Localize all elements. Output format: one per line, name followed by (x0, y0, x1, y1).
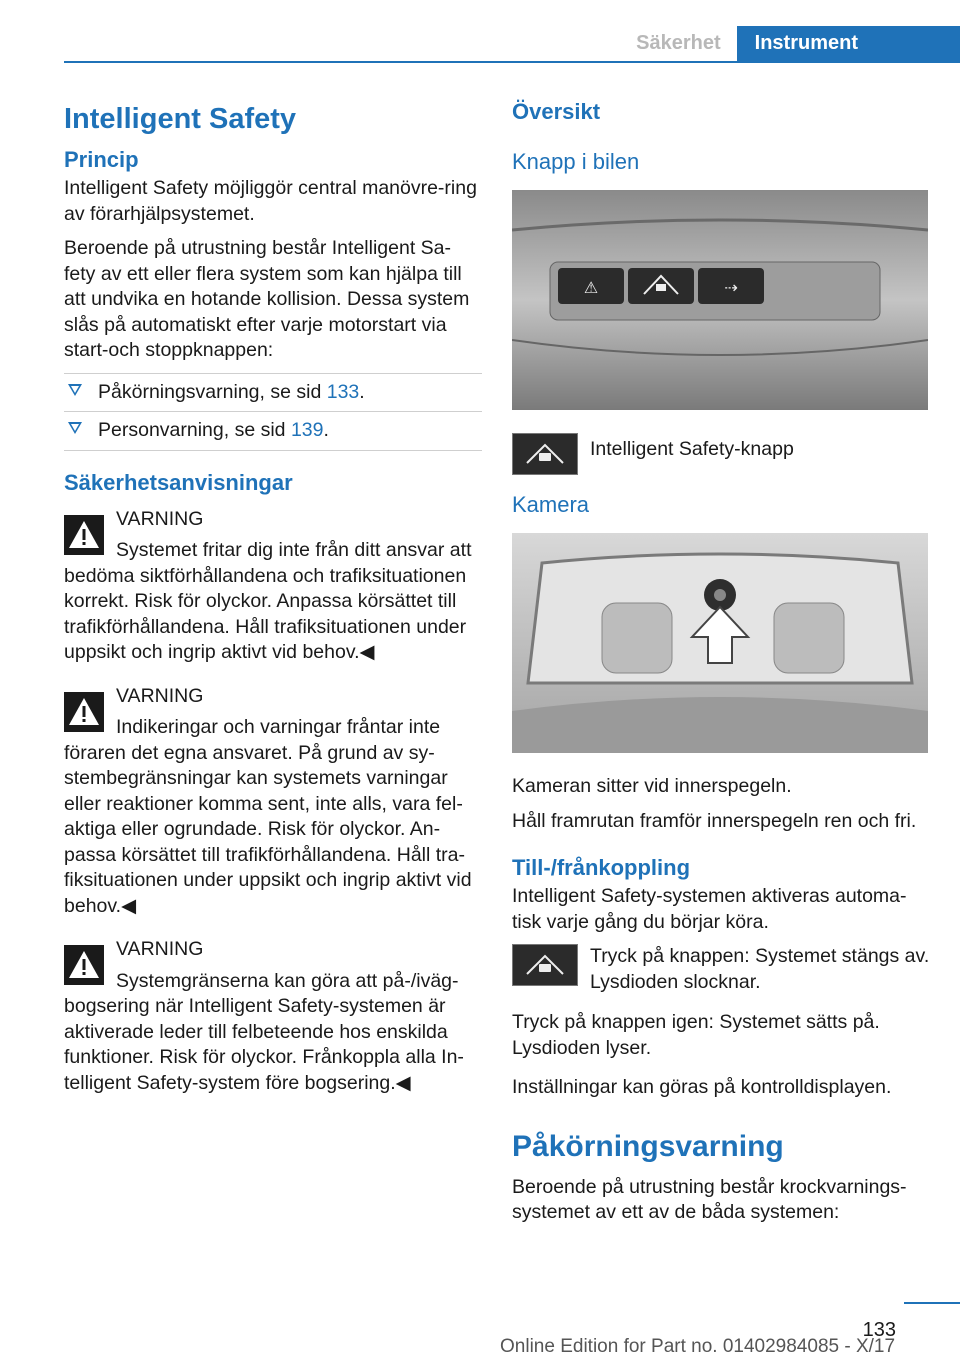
toggle-button-instruction: Tryck på knappen: Systemet stängs av. Lysdioden slocknar. (590, 945, 930, 993)
principle-paragraph-1: Intelligent Safety möjliggör central manövre-ring av förarhjälpsystemet. (64, 177, 477, 225)
right-column (512, 98, 930, 1235)
warning-text: Systemet fritar dig inte från ditt ansvar att bedöma siktförhållandena och trafiksituationen korrekt. Risk för olyckor. Anpassa körsättet till trafikförhållandena. Håll trafiksituationen under uppsikt och ingrip aktivt vid behov.◀ (64, 539, 472, 663)
button-caption: Intelligent Safety-knapp (590, 438, 794, 460)
chapter-tabs (620, 26, 960, 62)
tab-instrument[interactable]: Instrument (737, 26, 960, 62)
button-panel-photo (512, 190, 928, 410)
camera-photo (512, 533, 928, 753)
camera-heading: Kamera (512, 492, 590, 517)
footer-rule (904, 1302, 960, 1304)
tab-sakerhet[interactable]: Säkerhet (636, 32, 721, 54)
overview-heading: Översikt (512, 99, 601, 124)
collision-warning-heading: Påkörningsvarning (512, 1129, 784, 1163)
warning-text: Systemgränserna kan göra att på-/iväg-bogsering när Intelligent Safety-systemen är aktiverade leder till felbeteende hos enskilda funktioner. Risk för olyckor. Frånkoppla alla In-telligent Safety-system före bogsering.◀ (64, 969, 464, 1094)
warning-block (64, 507, 482, 666)
warning-label: VARNING (116, 938, 204, 960)
safety-heading: Säkerhetsanvisningar (64, 469, 293, 495)
list-item: Påkörningsvarning, se sid 133. (64, 373, 482, 413)
intelligent-safety-button-icon (512, 944, 578, 986)
toggle-caption-row (512, 944, 930, 1004)
principle-heading: Princip (64, 147, 139, 172)
svg-text:⚠: ⚠ (583, 278, 599, 297)
button-heading: Knapp i bilen (512, 149, 640, 174)
warning-text: Indikeringar och varningar fråntar inte föraren det egna ansvaret. På grund av sy-stembegränsningar kan systemets varningar eller reaktioner komma sent, inte alls, vara fel-aktiga eller ogrundade. Risk för olyckor. An-passa körsättet till trafikförhållandena. Håll tra-fiksituationen under uppsikt och ingrip aktivt vid behov.◀ (64, 716, 472, 917)
toggle-paragraph-1: Intelligent Safety-systemen aktiveras automa-tisk varje gång du börjar köra. (512, 885, 907, 933)
warning-label: VARNING (116, 684, 204, 707)
bullet-triangle-icon (68, 422, 82, 434)
warning-icon (64, 515, 104, 555)
toggle-paragraph-2: Tryck på knappen igen: Systemet sätts på. Lysdioden lyser. (512, 1011, 880, 1059)
principle-paragraph-2: Beroende på utrustning består Intelligent Sa-fety av ett eller flera system som kan hjälpa till att undvika en hotande kollision. Dessa system slås på automatiskt efter varje motorstart via start-och stoppknappen: (64, 237, 470, 361)
toggle-heading: Till-/frånkoppling (512, 855, 691, 880)
warning-block (64, 684, 482, 920)
system-list (64, 373, 482, 451)
camera-location: Kameran sitter vid innerspegeln. (512, 775, 792, 797)
intelligent-safety-button-icon (512, 433, 578, 475)
list-item: Personvarning, se sid 139. (64, 412, 482, 451)
page-number: 133 (862, 1319, 896, 1341)
warning-label: VARNING (116, 507, 204, 530)
button-caption-row (512, 433, 930, 475)
left-column (64, 90, 482, 1114)
svg-text:⇢: ⇢ (724, 278, 738, 297)
warning-icon (64, 692, 104, 732)
warning-block (64, 937, 482, 1096)
page-title: Intelligent Safety (64, 103, 297, 135)
edition-note: Online Edition for Part no. 01402984085 - X/17 (500, 1336, 896, 1357)
warning-icon (64, 945, 104, 985)
collision-paragraph: Beroende på utrustning består krockvarnings-systemet av ett av de båda systemen: (512, 1175, 907, 1223)
page-link[interactable]: 133 (326, 380, 360, 403)
page-link[interactable]: 139 (290, 419, 324, 441)
camera-instruction: Håll framrutan framför innerspegeln ren och fri. (512, 809, 917, 832)
toggle-paragraph-3: Inställningar kan göras på kontrolldisplayen. (512, 1076, 892, 1098)
bullet-triangle-icon (68, 384, 82, 396)
header-rule (64, 61, 960, 63)
